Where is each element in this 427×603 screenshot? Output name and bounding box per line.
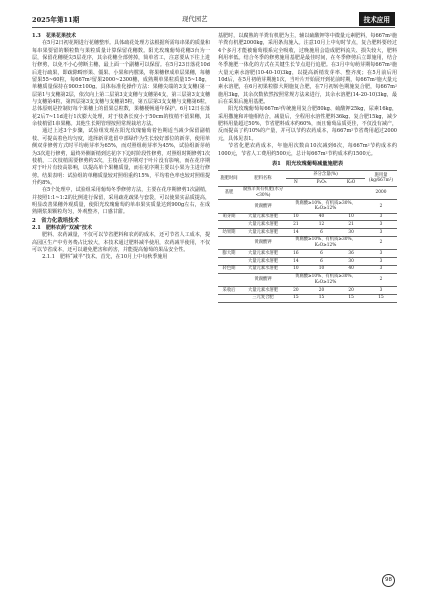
table-cell-p: 6	[306, 229, 337, 237]
table-cell-period	[218, 273, 240, 286]
paragraph: 在5月2日初花期进行花穗整形。具体疏花处理方法根据所需每串果的质量和每串果要留的颗粒数与果粒质量计算保留花穗数。阳光玫瑰葡萄花穗3台为一层，保留花穗梗尖5层花序，其余花穗全部剪掉，简单省工，注意要从下往上进行修剪，以免不小心剪断主穗，最上面一个副穗可以保留。在5月23日落花10d后进行疏果，即疏除畸形果、僵果、小果和内膛果，将果穗修成单层果穗，每穗留果55~60粒，每667m²留果2000~2300穗，成熟期单果粒质量15~18g，单穗质量保持在900±100g。具体标准化操作方法：果穗尖端的3支支穗(第一层第1与支穗第2层，依次向上第二层第3支支穗与支穗第4支，第三层第3支支穗与支穗第4粒，第四层第3支支穗与支穗第5粒，第五层第3支支穗与支穗第6粒，总体原则是控制好每个果穗上的留果总粒数，果穗梗畅通年保护。6月12日在落花2后7~11d进行1次膨大处理，对于枝条长度小于50cm的枝梢不留果穗，其余枝梢留1串果穗。其他生长期管理按照常规栽培方法。	[32, 40, 211, 128]
table-cell-k: 15	[337, 294, 365, 302]
table-cell-amt: 3	[365, 265, 397, 273]
table-cell-n: 黄腐酸≥10%、有机质≥30%、K₂O≥12%	[286, 200, 365, 213]
table-cell-k: 36	[337, 250, 365, 258]
table-cell-fert: 黄腐酸钾	[240, 200, 286, 213]
table-cell-n	[286, 186, 306, 199]
table-cell-n: 10	[286, 213, 306, 221]
table-cell-p	[306, 186, 337, 199]
paragraph: 在5个处理中，试验组采用葡萄冬季修剪方法，主要在花序期修剪1次副梢，并按照1:1~1:2的比例进行保留，采用疏花疏果与套袋，可以使果实品质提高，明显改善果穗外观质量，使阳光玫瑰葡萄的单串果实质量达到900g左右，在成熟期浆果颗粒均匀，外观整齐，口感甘甜。	[32, 187, 211, 216]
table-row	[218, 236, 397, 249]
table-cell-n: 黄腐酸≥10%、有机质≥30%、K₂O≥12%	[286, 273, 365, 286]
table-row	[218, 213, 397, 221]
column-badge: 技术应用	[359, 12, 395, 26]
page-number: 98	[382, 574, 395, 587]
table-cell-p: 6	[306, 250, 337, 258]
table-cell-fert: 大量元素水溶肥	[240, 221, 286, 229]
paragraph: 肥料、农药减量，不仅可以节省肥料和农药的成本，还可节省人工成本，提高园区生产中劳务费占比较大，本技术通过肥料减半使用，农药减半使用，不仅可以节省成本，还可以避免肥害和药害，并能提高葡萄的果品安全性。	[32, 232, 210, 253]
th-fert: 肥料名称	[240, 171, 286, 187]
paragraph: 2.1.1 肥料“减半”技术。首先，在10月上中旬秋季施用	[42, 254, 168, 261]
table-row	[218, 273, 397, 286]
th-k: K₂O	[337, 178, 365, 186]
table-cell-n: 20	[286, 286, 306, 294]
table-row	[218, 265, 397, 273]
table-cell-period	[218, 236, 240, 249]
table-caption: 表1 阳光玫瑰葡萄减量施肥表	[271, 160, 344, 167]
paragraph: 通过上述3个步骤，试验组发现在阳光玫瑰葡萄着色期适当减少保留副梢枝、可提高着色均匀度，选择新芽选留中部绿作为生长较好部位的新芽，使用单侧双芽修剪方式时平均萌芽率为65%，而对照组萌芽率为45%，试验组新芽萌为3次进行修剪，最终外侧新梢到达花序下边时阶段性修剪，对照组时期修剪1次枝梢，二次枝梢需要修剪约3次，主枝在花序期对于叶片没有影响，而在花序期对于叶片有较高影响，以提高单个果穗质量，而在花序期主要以小果为主进行修剪。结果表明：试验组的单穗质量较对照组重约15%，平均着色率也较对照组提升约8%。	[32, 128, 211, 186]
table-cell-p: 12	[306, 221, 337, 229]
table-cell-k: 20	[337, 286, 365, 294]
table-cell-k: 21	[337, 221, 365, 229]
table-cell-amt: 3	[365, 286, 397, 294]
table-cell-amt: 2000	[365, 186, 397, 199]
page-header	[32, 12, 395, 26]
table-cell-n: 21	[286, 221, 306, 229]
table-cell-period: 采收后	[218, 286, 240, 294]
table-cell-fert: 黄腐酸钾	[240, 236, 286, 249]
table-cell-k: 30	[337, 229, 365, 237]
th-period: 施肥时间	[218, 171, 240, 187]
table-cell-period: 膨大期	[218, 250, 240, 258]
table-cell-fert: 大量元素水溶肥	[240, 286, 286, 294]
paragraph: 阳光玫瑰葡萄每667m²传统施用复合肥80kg、硫酸钾25kg，尿素16kg，采用撒施和冲施相结合，减量后，全程用水溶性肥料36kg、复合肥15kg，减少肥料用量超过50%，节省肥料成本约60%，而且葡萄品质更佳，不仅没有减产，反而提高了约10%的产量，并可以节约农药成本，每667m²节省费用超过2000元，具体见表1。	[218, 106, 397, 142]
section-heading: 2 省力化栽培技术	[32, 217, 79, 224]
table-cell-k: 30	[337, 258, 365, 266]
table-cell-k: 10	[337, 213, 365, 221]
table-cell-n: 16	[286, 250, 306, 258]
table-cell-amt: 15	[365, 294, 397, 302]
table-cell-period: 基肥	[218, 186, 240, 199]
th-amount: 施用量(kg/667m²)	[365, 171, 397, 187]
table-cell-p: 40	[306, 213, 337, 221]
fertilizer-table	[218, 161, 397, 303]
table-cell-amt: 3	[365, 250, 397, 258]
table-cell-amt: 3	[365, 258, 397, 266]
fertilizer-table-grid	[218, 170, 397, 302]
th-npk: 养分含量(%)	[286, 171, 365, 179]
subsection-heading: 1.3 花果花果技术	[32, 33, 77, 39]
th-p: P₂O₅	[306, 178, 337, 186]
table-cell-period: 幼果期	[218, 229, 240, 237]
table-cell-period	[218, 221, 240, 229]
table-cell-amt: 2	[365, 200, 397, 213]
table-row	[218, 186, 397, 199]
right-column	[218, 33, 397, 303]
table-cell-amt: 2	[365, 273, 397, 286]
table-cell-fert: 大量元素水溶肥	[240, 250, 286, 258]
table-cell-fert: 腐熟羊粪有机肥(水分<30%)	[240, 186, 286, 199]
table-cell-fert: 大量元素水溶肥	[240, 265, 286, 273]
table-cell-n: 14	[286, 258, 306, 266]
table-cell-p: 15	[306, 294, 337, 302]
table-cell-period: 转色期	[218, 265, 240, 273]
table-row	[218, 258, 397, 266]
table-cell-period	[218, 294, 240, 302]
table-row	[218, 200, 397, 213]
table-cell-k	[337, 186, 365, 199]
issue-label: 2025年第11期	[32, 16, 80, 24]
table-cell-k: 40	[337, 265, 365, 273]
table-cell-period: 萌芽期	[218, 213, 240, 221]
table-cell-period	[218, 200, 240, 213]
table-row	[218, 294, 397, 302]
table-cell-fert: 三元复合肥	[240, 294, 286, 302]
journal-name: 现代园艺	[182, 15, 208, 23]
table-cell-amt: 2	[365, 236, 397, 249]
paragraph: 基肥时，以腐熟的羊粪有机肥为主，辅以硫酸钾等中微量元素肥料，每667m²施羊粪有机肥2000kg，采用条沟施入。注意10月上中旬时节点，复合肥料要经过4个多月才能被葡萄根系完全吸收，过晚施用会造成肥料流失、损失较大，肥料利用率低。结合冬季的修剪施用基肥是最佳时间，在冬季修剪后立即施用，结合冬季施肥一体化的方式在关键生长节点进行追肥。在3月中旬萌芽期每667m²施大量元素水溶肥(10-40-10)3kg，以提高新梢发芽率、整齐度；在5月前后用10d后，在5月初萌芽期施1次，当叶片开始展开到花前时期，每667m²施大量元素水溶肥，在6月初果粒膨大期施复合肥，在7月初转色期施复合肥，每667m²施用3kg，其余次数依然按照常规方法来进行，其余水溶肥(14-20-10)3kg，最后在采果后施用基肥。	[218, 33, 397, 106]
table-cell-n: 黄腐酸≥10%、有机质≥30%、K₂O≥12%	[286, 236, 365, 249]
header-rule	[32, 27, 395, 28]
table-cell-n: 14	[286, 229, 306, 237]
table-cell-amt: 3	[365, 229, 397, 237]
table-cell-fert: 大量元素水溶肥	[240, 258, 286, 266]
table-body	[218, 186, 397, 302]
table-cell-n: 15	[286, 294, 306, 302]
th-n: N	[286, 178, 306, 186]
table-row	[218, 286, 397, 294]
table-cell-fert: 黄腐酸钾	[240, 273, 286, 286]
table-row	[218, 229, 397, 237]
table-cell-p: 20	[306, 286, 337, 294]
table-cell-period	[218, 258, 240, 266]
table-row	[218, 250, 397, 258]
table-cell-fert: 大量元素水溶肥	[240, 229, 286, 237]
table-cell-amt: 3	[365, 221, 397, 229]
table-row	[218, 221, 397, 229]
left-column	[32, 33, 210, 262]
paragraph: 节省化肥农药成本，年施用次数由10次减到6次，每667m²节约成本约1000元，节省人工费用约500元，总计每667m²节约成本约1500元。	[218, 143, 397, 157]
table-cell-amt: 3	[365, 213, 397, 221]
table-cell-p: 6	[306, 258, 337, 266]
table-cell-fert: 大量元素水溶肥	[240, 213, 286, 221]
table-cell-n: 10	[286, 265, 306, 273]
table-cell-p: 10	[306, 265, 337, 273]
subsection-heading: 2.1 肥料农药“双减”技术	[32, 224, 93, 231]
